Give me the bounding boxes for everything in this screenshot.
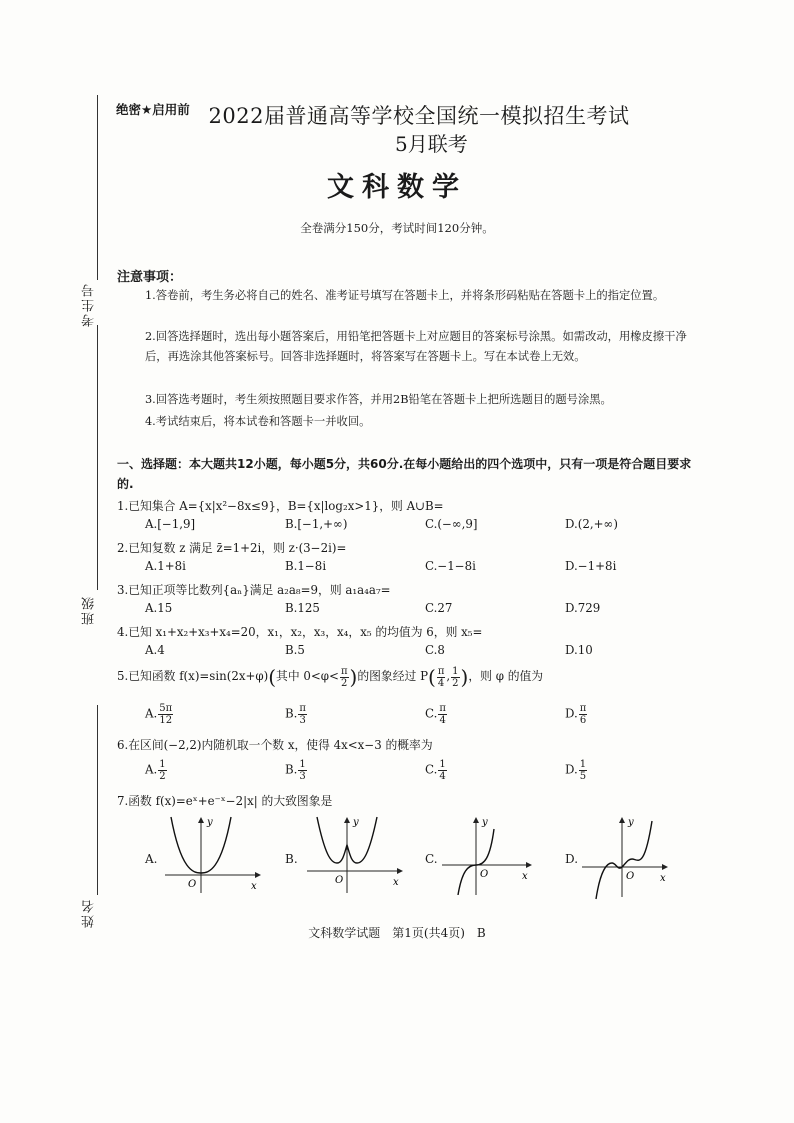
subject-title: 文科数学: [327, 172, 467, 203]
q3-option-c: C.27: [425, 601, 453, 615]
exam-number-label: 考生号: [82, 282, 97, 327]
q5-option-a: A. $\frac{5\pi}{12}$: [145, 703, 173, 726]
q5-option-d: D. $\frac{\pi}{6}$: [565, 703, 587, 726]
q7-c-ylabel: y: [482, 817, 488, 828]
q7-graph-c: [440, 815, 540, 895]
binding-line-mid2: [97, 705, 98, 895]
q4-option-b: B.5: [285, 643, 305, 657]
q7-d-ylabel: y: [628, 817, 634, 828]
q7-c-origin: O: [480, 869, 489, 880]
notice-item-1: 1.答卷前，考生务必将自己的姓名、准考证号填写在答题卡上，并将条形码粘贴在答题卡上的指定位置。: [145, 289, 665, 302]
q7-d-origin: O: [626, 871, 635, 882]
q1-stem: 1.已知集合 A={x|x²−8x≤9}，B={x|log₂x>1}，则 A∪B=: [117, 499, 444, 513]
q6-option-b: B. $\frac{1}{3}$: [285, 759, 306, 782]
score-info: 全卷满分150分，考试时间120分钟。: [300, 221, 494, 235]
q1-option-d: D.(2,+∞): [565, 517, 618, 531]
q4-stem: 4.已知 x₁+x₂+x₃+x₄=20，x₁，x₂，x₃，x₄，x₅ 的均值为 6，则 x₅=: [117, 625, 483, 639]
q5-stem-pre: 5.已知函数 f(x)=sin(2x+φ): [117, 669, 269, 683]
q5-point-x: $\frac{\pi}{4}$: [437, 665, 445, 689]
name-label: 姓名: [82, 898, 97, 928]
q7-b-xlabel: x: [393, 877, 399, 888]
q7-option-c: C.: [425, 852, 438, 866]
q5-stem: 5.已知函数 f(x)=sin(2x+φ)(其中 0<φ< $\frac{\pi}{2}$ )的图象经过 P( $\frac{\pi}{4}$ , $\frac{1}{2}$ )，则 φ 的值为: [117, 665, 544, 689]
exam-title: [0, 100, 794, 130]
exam-subtitle: 5月联考: [395, 132, 468, 156]
q6-stem: 6.在区间(−2,2)内随机取一个数 x，使得 4x<x−3 的概率为: [117, 738, 433, 752]
q5-cond-frac: $\frac{\pi}{2}$: [340, 665, 348, 689]
q7-option-b: B.: [285, 852, 298, 866]
q3-stem: 3.已知正项等比数列{aₙ}满足 a₂a₈=9，则 a₁a₄a₇=: [117, 583, 391, 597]
notice-item-3: 3.回答选考题时，考生须按照题目要求作答，并用2B铅笔在答题卡上把所选题目的题号涂黑。: [145, 393, 612, 406]
q7-graph-d: [580, 815, 680, 900]
q7-b-origin: O: [335, 875, 344, 886]
page-footer: 文科数学试题 第1页(共4页) B: [308, 926, 486, 940]
q4-option-a: A.4: [145, 643, 165, 657]
q2-option-a: A.1+8i: [145, 559, 186, 573]
q3-option-a: A.15: [145, 601, 173, 615]
class-label: 班级: [82, 595, 97, 625]
q7-b-ylabel: y: [353, 817, 359, 828]
notice-title: 注意事项：: [117, 270, 183, 285]
q3-option-b: B.125: [285, 601, 320, 615]
q7-stem: 7.函数 f(x)=eˣ+e⁻ˣ−2|x| 的大致图象是: [117, 794, 333, 808]
q5-condition: 其中 0<φ<: [276, 669, 339, 683]
q7-graph-a: [163, 815, 263, 895]
binding-line-mid1: [97, 325, 98, 590]
q7-graph-b: [305, 815, 405, 895]
q6-option-d: D. $\frac{1}{5}$: [565, 759, 587, 782]
q7-option-d: D.: [565, 852, 579, 866]
q7-a-xlabel: x: [251, 881, 257, 892]
q1-option-a: A.[−1,9]: [145, 517, 196, 531]
q7-option-a: A.: [145, 852, 158, 866]
q4-option-d: D.10: [565, 643, 593, 657]
q6-option-c: C. $\frac{1}{4}$: [425, 759, 446, 782]
exam-title-line1: 2022届普通高等学校全国统一模拟招生考试: [208, 104, 630, 128]
q1-option-b: B.[−1,+∞): [285, 517, 348, 531]
q2-option-d: D.−1+8i: [565, 559, 617, 573]
q5-point-y: $\frac{1}{2}$: [452, 665, 459, 689]
q1-option-c: C.(−∞,9]: [425, 517, 478, 531]
notice-item-4: 4.考试结束后，将本试卷和答题卡一并收回。: [145, 415, 371, 428]
q5-option-b: B. $\frac{\pi}{3}$: [285, 703, 306, 726]
q2-stem: 2.已知复数 z 满足 z̄=1+2i，则 z·(3−2i)=: [117, 541, 347, 555]
q6-option-a: A. $\frac{1}{2}$: [145, 759, 166, 782]
q5-stem-mid: 的图象经过 P: [357, 669, 429, 683]
q5-stem-post: ，则 φ 的值为: [468, 669, 544, 683]
q2-option-b: B.1−8i: [285, 559, 327, 573]
q3-option-d: D.729: [565, 601, 601, 615]
q5-option-c: C. $\frac{\pi}{4}$: [425, 703, 446, 726]
q2-option-c: C.−1−8i: [425, 559, 476, 573]
section-heading: 一、选择题：本大题共12小题，每小题5分，共60分.在每小题给出的四个选项中，只有一项是符合题目要求的.: [117, 457, 692, 491]
q7-c-xlabel: x: [522, 871, 528, 882]
q7-a-origin: O: [188, 879, 197, 890]
confidential-label: 绝密★启用前: [116, 102, 190, 117]
q4-option-c: C.8: [425, 643, 445, 657]
q7-d-xlabel: x: [660, 873, 666, 884]
notice-item-2: 2.回答选择题时，选出每小题答案后，用铅笔把答题卡上对应题目的答案标号涂黑。如需改动，用橡皮擦干净后，再选涂其他答案标号。回答非选择题时，将答案写在答题卡上。写在本试卷上无效。: [145, 330, 687, 363]
q7-a-ylabel: y: [207, 817, 213, 828]
